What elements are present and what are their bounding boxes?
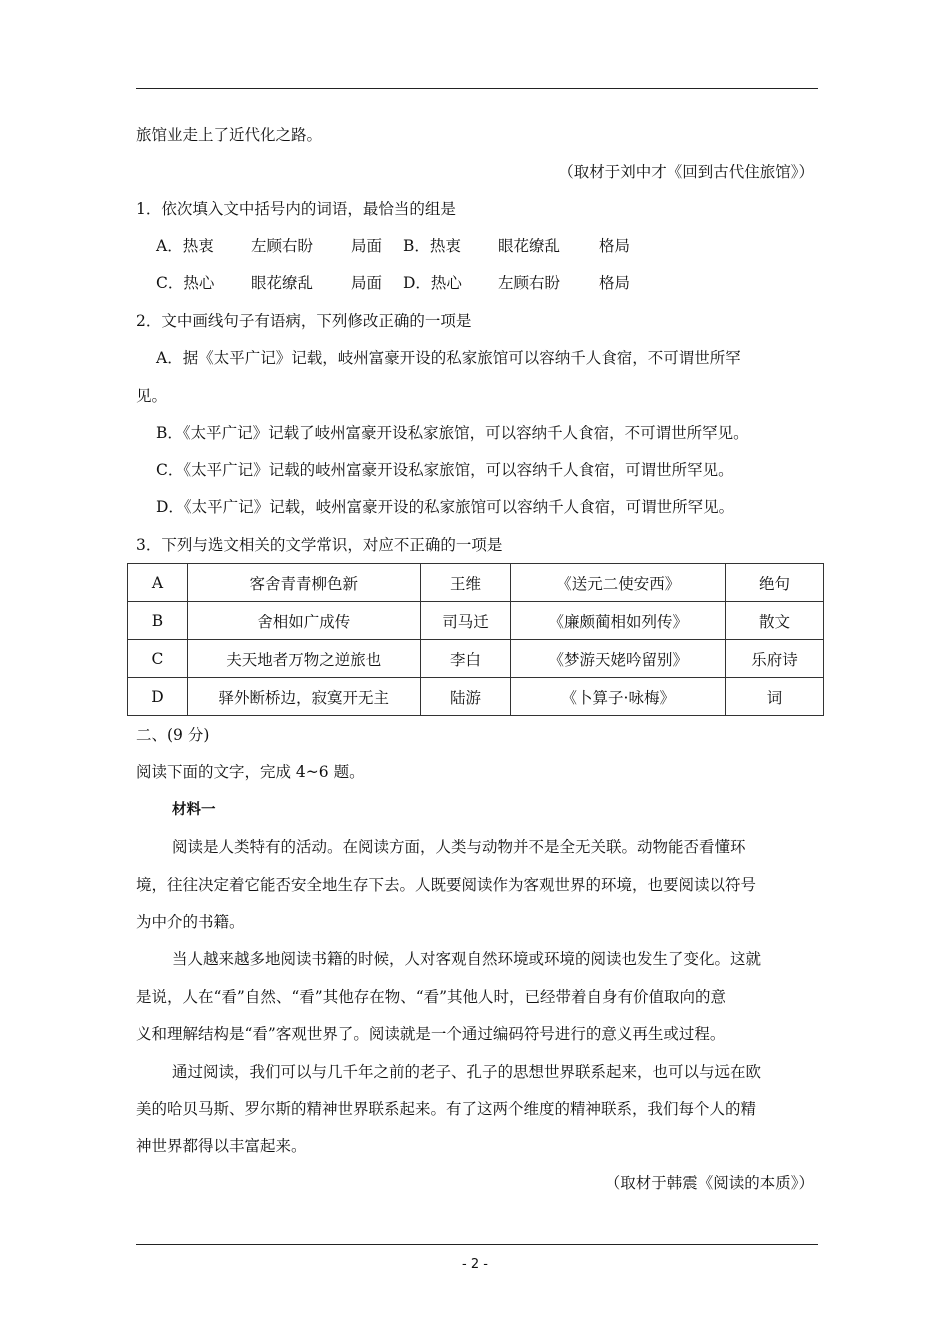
table-cell-genre: 绝句 bbox=[726, 564, 824, 602]
option-c-word3: 局面 bbox=[351, 274, 383, 292]
table-cell-quote: 驿外断桥边，寂寞开无主 bbox=[187, 678, 420, 716]
table-cell-quote: 舍相如广成传 bbox=[187, 602, 420, 640]
option-a-word2: 左顾右盼 bbox=[251, 237, 314, 255]
question-2-option-d: D．《太平广记》记载，岐州富豪开设的私家旅馆可以容纳千人食宿，可谓世所罕见。 bbox=[156, 498, 735, 516]
literature-table bbox=[127, 563, 824, 716]
table-cell-quote: 夫天地者万物之逆旅也 bbox=[187, 640, 420, 678]
source-citation-1: （取材于刘中才《回到古代住旅馆》） bbox=[558, 163, 814, 181]
question-3-stem: 3．下列与选文相关的文学常识，对应不正确的一项是 bbox=[136, 536, 503, 554]
table-row bbox=[128, 564, 824, 602]
question-1-options-row-2 bbox=[156, 273, 630, 293]
table-cell-author: 王维 bbox=[420, 564, 511, 602]
table-row bbox=[128, 678, 824, 716]
table-cell-work: 《送元二使安西》 bbox=[511, 564, 726, 602]
section-2-title: 二、(9 分) bbox=[136, 726, 210, 744]
option-c-word2: 眼花缭乱 bbox=[251, 274, 314, 292]
paragraph-3-line-3: 神世界都得以丰富起来。 bbox=[136, 1137, 307, 1155]
question-2-option-b: B．《太平广记》记载了岐州富豪开设私家旅馆，可以容纳千人食宿，不可谓世所罕见。 bbox=[156, 424, 749, 442]
paragraph-3-line-2: 美的哈贝马斯、罗尔斯的精神世界联系起来。有了这两个维度的精神联系，我们每个人的精 bbox=[136, 1100, 757, 1118]
page-number: - 2 - bbox=[462, 1257, 488, 1272]
option-a-word1: A．热衷 bbox=[156, 237, 214, 255]
source-citation-2: （取材于韩震《阅读的本质》） bbox=[604, 1174, 814, 1192]
question-1-stem: 1．依次填入文中括号内的词语，最恰当的组是 bbox=[136, 200, 456, 218]
table-cell-genre: 散文 bbox=[726, 602, 824, 640]
paragraph-3-line-1: 通过阅读，我们可以与几千年之前的老子、孔子的思想世界联系起来，也可以与远在欧 bbox=[172, 1063, 762, 1081]
table-cell-author: 李白 bbox=[420, 640, 511, 678]
table-cell-genre: 词 bbox=[726, 678, 824, 716]
option-b-word2: 眼花缭乱 bbox=[498, 237, 561, 255]
table-cell-option: A bbox=[128, 564, 188, 602]
paragraph-1-line-3: 为中介的书籍。 bbox=[136, 913, 245, 931]
table-cell-option: D bbox=[128, 678, 188, 716]
paragraph-1-line-1: 阅读是人类特有的活动。在阅读方面，人类与动物并不是全无关联。动物能否看懂环 bbox=[172, 838, 746, 856]
table-cell-option: B bbox=[128, 602, 188, 640]
paragraph-2-line-3: 义和理解结构是“看”客观世界了。阅读就是一个通过编码符号进行的意义再生或过程。 bbox=[136, 1025, 726, 1043]
header-rule bbox=[136, 88, 818, 89]
question-2-stem: 2．文中画线句子有语病，下列修改正确的一项是 bbox=[136, 312, 472, 330]
paragraph-2-line-1: 当人越来越多地阅读书籍的时候，人对客观自然环境或环境的阅读也发生了变化。这就 bbox=[172, 950, 762, 968]
footer-rule bbox=[136, 1244, 818, 1245]
question-2-option-c: C．《太平广记》记载的岐州富豪开设私家旅馆，可以容纳千人食宿，可谓世所罕见。 bbox=[156, 461, 734, 479]
table-row bbox=[128, 640, 824, 678]
material-heading: 材料一 bbox=[172, 802, 216, 818]
table-cell-work: 《梦游天姥吟留别》 bbox=[511, 640, 726, 678]
option-a-word3: 局面 bbox=[351, 237, 383, 255]
question-2-option-a-continued: 见。 bbox=[136, 387, 168, 405]
table-cell-quote: 客舍青青柳色新 bbox=[187, 564, 420, 602]
option-d-word1: D．热心 bbox=[403, 274, 462, 292]
table-row bbox=[128, 602, 824, 640]
question-1-options-row-1 bbox=[156, 236, 630, 256]
option-b-word3: 格局 bbox=[599, 237, 631, 255]
paragraph-1-line-2: 境，往往决定着它能否安全地生存下去。人既要阅读作为客观世界的环境，也要阅读以符号 bbox=[136, 876, 757, 894]
option-b-word1: B．热衷 bbox=[403, 237, 461, 255]
table-cell-work: 《卜算子·咏梅》 bbox=[511, 678, 726, 716]
table-cell-author: 陆游 bbox=[420, 678, 511, 716]
option-d-word2: 左顾右盼 bbox=[498, 274, 561, 292]
paragraph-2-line-2: 是说，人在“看”自然、“看”其他存在物、“看”其他人时，已经带着自身有价值取向的意 bbox=[136, 988, 727, 1006]
table-cell-author: 司马迁 bbox=[420, 602, 511, 640]
table-cell-genre: 乐府诗 bbox=[726, 640, 824, 678]
option-d-word3: 格局 bbox=[599, 274, 631, 292]
option-c-word1: C．热心 bbox=[156, 274, 215, 292]
table-cell-work: 《廉颇蔺相如列传》 bbox=[511, 602, 726, 640]
question-2-option-a: A．据《太平广记》记载，岐州富豪开设的私家旅馆可以容纳千人食宿，不可谓世所罕 bbox=[156, 349, 741, 367]
section-2-instruction: 阅读下面的文字，完成 4~6 题。 bbox=[136, 763, 365, 781]
table-cell-option: C bbox=[128, 640, 188, 678]
previous-paragraph-end: 旅馆业走上了近代化之路。 bbox=[136, 126, 323, 144]
